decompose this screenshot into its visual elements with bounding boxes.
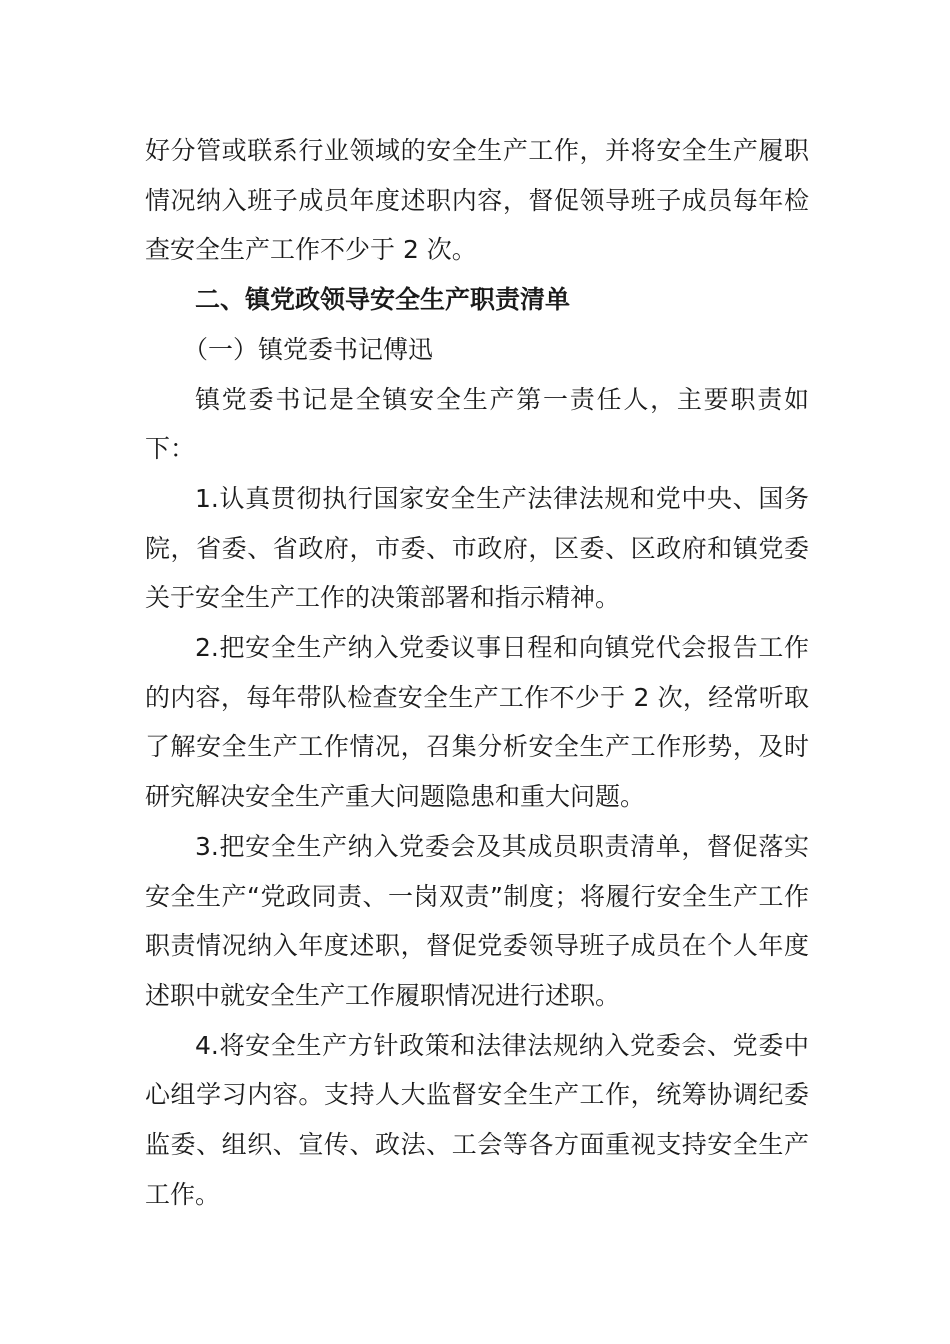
body-paragraph: 镇党委书记是全镇安全生产第一责任人，主要职责如下： [145, 384, 809, 464]
subsection-heading: （一）镇党委书记傅迅 [183, 334, 434, 364]
document-body [145, 126, 809, 1219]
list-item-1: 1.认真贯彻执行国家安全生产法律法规和党中央、国务院，省委、省政府，市委、市政府，区委、区政府和镇党委关于安全生产工作的决策部署和指示精神。 [145, 483, 809, 613]
continued-paragraph: 好分管或联系行业领域的安全生产工作，并将安全生产履职情况纳入班子成员年度述职内容，督促领导班子成员每年检查安全生产工作不少于 2 次。 [145, 136, 809, 265]
list-item-3: 3.把安全生产纳入党委会及其成员职责清单，督促落实安全生产“党政同责、一岗双责”制度；将履行安全生产工作职责情况纳入年度述职，督促党委领导班子成员在个人年度述职中就安全生产工作履职情况进行述职。 [145, 831, 809, 1010]
list-item-4: 4.将安全生产方针政策和法律法规纳入党委会、党委中心组学习内容。支持人大监督安全生产工作，统筹协调纪委监委、组织、宣传、政法、工会等各方面重视支持安全生产工作。 [145, 1030, 809, 1209]
section-heading: 二、镇党政领导安全生产职责清单 [195, 285, 571, 315]
list-item-2: 2.把安全生产纳入党委议事日程和向镇党代会报告工作的内容，每年带队检查安全生产工作不少于 2 次，经常听取了解安全生产工作情况，召集分析安全生产工作形势，及时研究解决安全生产重大问题隐患和重大问题。 [145, 633, 809, 812]
